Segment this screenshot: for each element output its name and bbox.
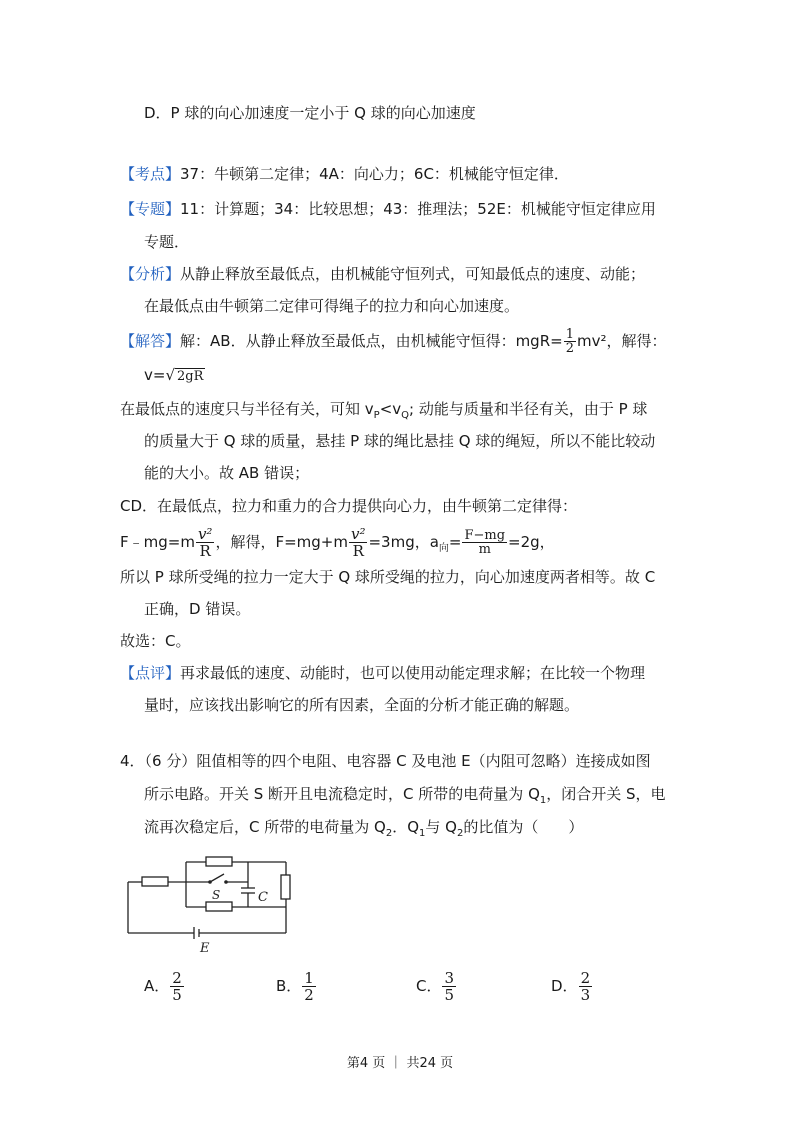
jieda-cd: CD．在最低点，拉力和重力的合力提供向心力，由牛顿第二定律得： <box>120 497 578 515</box>
choice-c: C． $\frac{3}{5}$ <box>416 969 455 1004</box>
circuit-diagram <box>120 855 300 960</box>
battery-label: E <box>200 941 210 956</box>
resistor-bottom <box>206 902 232 911</box>
kaodian-tag: 【考点】 <box>120 165 181 183</box>
force-equation: F﹣mg=m $\frac{\text{v²}}{R}$ ，解得，F=mg+m $\frac{\text{v²}}{R}$ =3mg，$a_向=$ $\frac{F-mg}{m}$ =2g， <box>120 525 555 560</box>
kaodian-line <box>120 163 569 185</box>
zhuanti-tag: 【专题】 <box>120 200 181 218</box>
dianping-cont: 量时，应该找出影响它的所有因素，全面的分析才能正确的解题。 <box>144 696 580 714</box>
answer-line: 故选：C。 <box>120 632 191 650</box>
jieda-p1-line3: 能的大小。故 AB 错误； <box>144 464 310 482</box>
half-fraction: $\frac{1}{2}$ <box>565 327 574 356</box>
switch-contact-left <box>208 880 212 884</box>
fenxi-text: 从静止释放至最低点，由机械能守恒列式，可知最低点的速度、动能； <box>180 265 646 283</box>
choice-d: D． $\frac{2}{3}$ <box>551 969 591 1004</box>
page-footer: 第4 页 ｜ 共24 页 <box>346 1056 454 1071</box>
fenxi-cont: 在最低点由牛顿第二定律可得绳子的拉力和向心加速度。 <box>144 297 520 315</box>
f-mg-over-m-fraction: $\frac{F-mg}{m}$ <box>464 528 506 557</box>
q4-line3: 流再次稳定后，C 所带的电荷量为 $Q_2$．$Q_1$与 $Q_2$的比值为（ ） <box>144 818 584 839</box>
zhuanti-text: 11：计算题；34：比较思想；43：推理法；52E：机械能守恒定律应用 <box>180 200 656 218</box>
v2-over-r-fraction-2: $\frac{\text{v²}}{R}$ <box>350 525 366 560</box>
jieda-p1: 在最低点的速度只与半径有关，可知 $v_P<v_Q$; 动能与质量和半径有关，由于 P 球 <box>120 400 648 421</box>
jieda-text: 解：AB．从静止释放至最低点，由机械能守恒得：mgR= <box>180 332 563 350</box>
resistor-top <box>206 857 232 866</box>
switch-label: S <box>212 888 221 902</box>
zhuanti-cont: 专题． <box>144 233 190 251</box>
option-d-text: D．P 球的向心加速度一定小于 Q 球的向心加速度 <box>144 104 476 122</box>
jieda-tag: 【解答】 <box>120 332 181 350</box>
jieda-line: 【解答】解：AB．从静止释放至最低点，由机械能守恒得：mgR= $\frac{1}{2}$ mv²，解得： <box>120 327 667 356</box>
switch-blade <box>210 874 224 882</box>
fenxi-tag: 【分析】 <box>120 265 181 283</box>
jieda-p1-line2: 的质量大于 Q 球的质量，悬挂 P 球的绳比悬挂 Q 球的绳短，所以不能比较动 <box>144 432 656 450</box>
q4-line1: 4．（6 分）阻值相等的四个电阻、电容器 C 及电池 E（内阻可忽略）连接成如图 <box>120 752 651 770</box>
jieda-p2: 所以 P 球所受绳的拉力一定大于 Q 球所受绳的拉力，向心加速度两者相等。故 C <box>120 568 656 586</box>
dianping-line <box>120 662 645 684</box>
fenxi-line <box>120 263 645 285</box>
sqrt-expression: √ 2gR <box>165 366 204 384</box>
choice-a: A． $\frac{2}{5}$ <box>144 969 182 1004</box>
dianping-text: 再求最低的速度、动能时，也可以使用动能定理求解；在比较一个物理 <box>180 664 646 682</box>
v2-over-r-fraction: $\frac{\text{v²}}{R}$ <box>197 525 213 560</box>
resistor-left <box>142 877 168 886</box>
jieda-p2-line2: 正确，D 错误。 <box>144 600 251 618</box>
q4-line2: 所示电路。开关 S 断开且电流稳定时，C 所带的电荷量为 $Q_1$，闭合开关 S，电 <box>144 785 666 806</box>
choice-b: B． $\frac{1}{2}$ <box>276 969 314 1004</box>
capacitor-label: C <box>258 890 268 905</box>
resistor-right <box>281 875 290 899</box>
dianping-tag: 【点评】 <box>120 664 181 682</box>
velocity-formula: v=√ 2gR <box>144 364 205 388</box>
kaodian-text: 37：牛顿第二定律；4A：向心力；6C：机械能守恒定律． <box>180 165 569 183</box>
switch-contact-right <box>224 880 228 884</box>
zhuanti-line <box>120 198 656 220</box>
